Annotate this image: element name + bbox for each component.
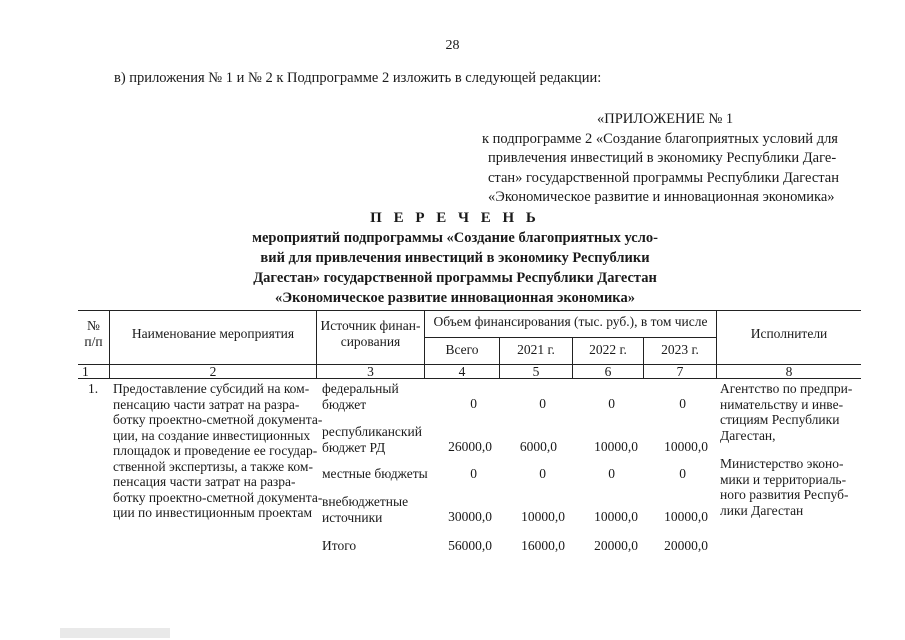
federal-2022: 0	[608, 396, 615, 411]
header-volume: Объем финансирования (тыс. руб.), в том числе	[433, 314, 708, 329]
heading-line: Дагестан» государственной программы Республики Дагестан	[253, 270, 657, 286]
subheader-divider	[424, 337, 716, 338]
heading-title: П Е Р Е Ч Е Н Ь	[370, 210, 540, 226]
header-name: Наименование мероприятия	[131, 326, 295, 341]
appendix-line: «Экономическое развитие и инновационная экономика»	[488, 189, 835, 205]
total-2023: 20000,0	[664, 538, 708, 553]
source-total: Итого	[322, 538, 357, 553]
colnum-1: 1	[82, 364, 89, 379]
appendix-line: привлечения инвестиций в экономику Республики Даге-	[488, 150, 837, 166]
extrabudgetary-total: 30000,0	[448, 509, 492, 524]
grand-total: 56000,0	[448, 538, 492, 553]
republic-total: 26000,0	[448, 439, 492, 454]
colnum-6: 6	[604, 364, 612, 379]
republic-2021: 6000,0	[519, 439, 557, 454]
colnum-5: 5	[532, 364, 540, 379]
colnum-2: 2	[209, 364, 217, 379]
heading-line: мероприятий подпрограммы «Создание благоприятных усло-	[252, 230, 658, 246]
federal-2023: 0	[679, 396, 686, 411]
page-number: 28	[445, 38, 460, 53]
appendix-line: к подпрограмме 2 «Создание благоприятных условий для	[482, 130, 838, 147]
header-2021: 2021 г.	[517, 342, 555, 357]
republic-2023: 10000,0	[664, 439, 708, 454]
source-federal: федеральный бюджет	[322, 381, 399, 412]
federal-total: 0	[470, 396, 477, 411]
local-total: 0	[470, 466, 477, 481]
republic-2022: 10000,0	[594, 439, 638, 454]
extrabudgetary-2023: 10000,0	[664, 509, 708, 524]
scan-artifact	[60, 628, 170, 638]
source-extrabudgetary: внебюджетные источники	[322, 494, 409, 525]
colnum-3: 3	[367, 364, 374, 379]
total-2022: 20000,0	[594, 538, 638, 553]
header-executors: Исполнители	[750, 326, 828, 341]
row-number: 1.	[88, 381, 99, 396]
heading-line: вий для привлечения инвестиций в экономику Республики	[260, 250, 650, 266]
appendix-line: стан» государственной программы Республики Дагестан	[488, 169, 839, 186]
row-activity-name: Предоставление субсидий на ком- пенсацию части затрат на разра- ботку проектно-сметной документа- ции, на создание инвестиционных площадок и проведение ее государ- ственной экспертизы, а также ком- пенсация части затрат на разра- ботку проектно-сметной документа- ции по инвестиционным проектам	[113, 381, 323, 520]
header-source: Источник финан- сирования	[320, 318, 421, 349]
extrabudgetary-2022: 10000,0	[594, 509, 638, 524]
header-total: Всего	[445, 342, 479, 357]
local-2021: 0	[539, 466, 546, 481]
colnum-4: 4	[458, 364, 466, 379]
local-2023: 0	[679, 466, 686, 481]
source-republic: республиканский бюджет РД	[322, 424, 422, 455]
source-local: местные бюджеты	[322, 466, 428, 481]
local-2022: 0	[608, 466, 615, 481]
header-2022: 2022 г.	[589, 342, 627, 357]
colnum-8: 8	[785, 364, 793, 379]
header-num: № п/п	[84, 318, 103, 349]
header-2023: 2023 г.	[661, 342, 699, 357]
list-heading	[150, 208, 760, 308]
colnum-7: 7	[676, 364, 684, 379]
table-top-border	[78, 310, 861, 311]
appendix-title: «ПРИЛОЖЕНИЕ № 1	[597, 111, 734, 127]
heading-line: «Экономическое развитие инновационная экономика»	[275, 290, 635, 306]
total-2021: 16000,0	[521, 538, 565, 553]
appendix-block	[470, 110, 870, 208]
federal-2021: 0	[539, 396, 546, 411]
row-executors: Агентство по предпри- нимательству и инве- стициям Республики Дагестан, Министерство эконо- мики и территориаль- ного развития Респуб- лики Дагестан	[720, 381, 853, 518]
intro-text: в) приложения № 1 и № 2 к Подпрограмме 2 изложить в следующей редакции:	[114, 70, 602, 86]
extrabudgetary-2021: 10000,0	[521, 509, 565, 524]
